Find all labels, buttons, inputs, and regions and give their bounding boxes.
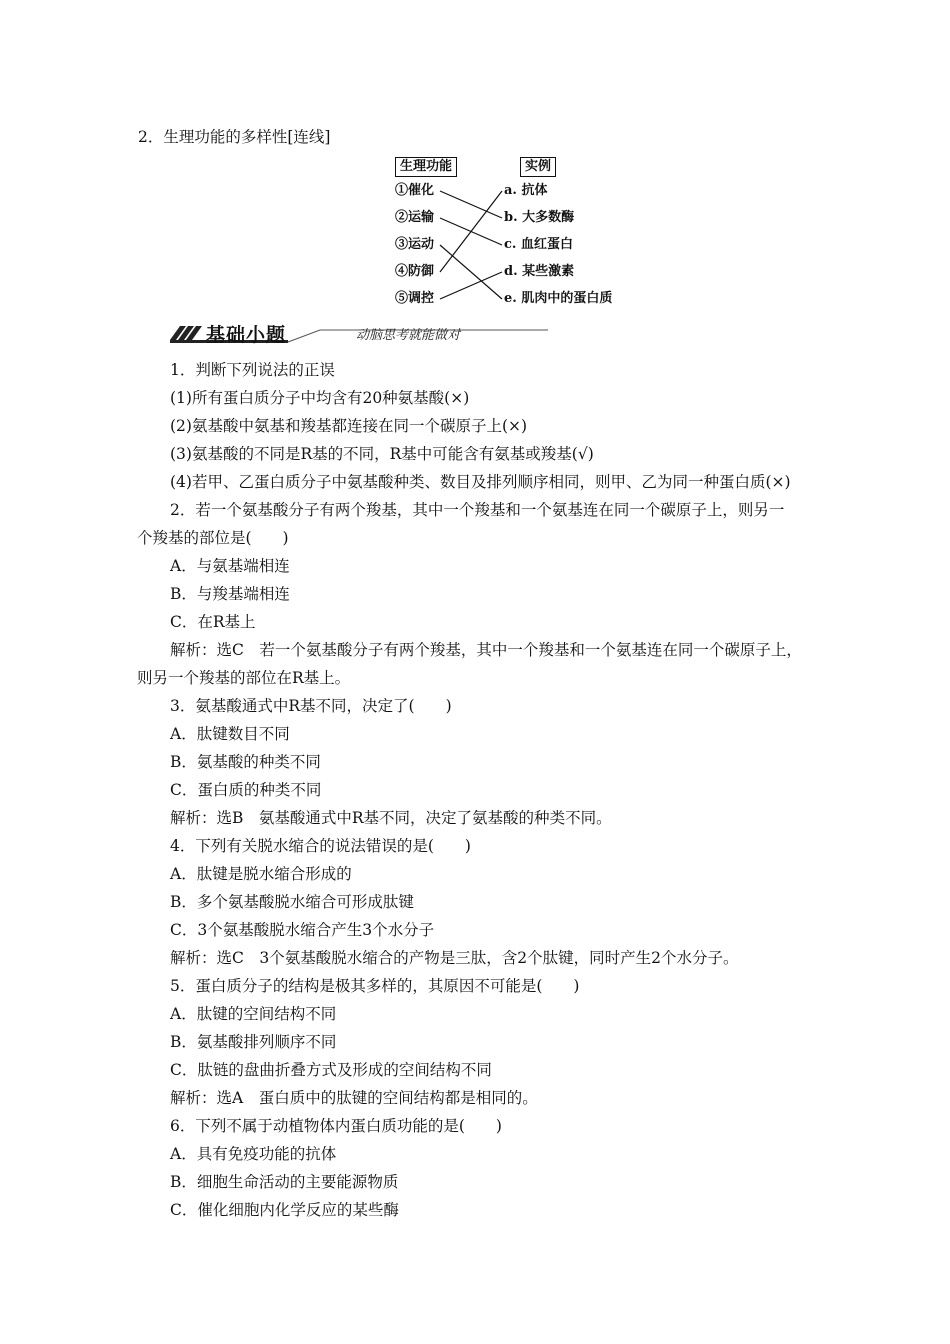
- text-line: B．与羧基端相连: [170, 585, 290, 603]
- right-item-d: d. 某些激素: [504, 264, 575, 279]
- text-line: B．氨基酸的种类不同: [170, 753, 321, 771]
- text-line: 解析：选C 若一个氨基酸分子有两个羧基，其中一个羧基和一个氨基连在同一个碳原子上，: [170, 641, 802, 659]
- left-item-1: ①催化: [395, 183, 435, 198]
- left-item-3: ③运动: [395, 237, 435, 252]
- right-item-a: a. 抗体: [504, 183, 548, 198]
- left-item-5: ⑤调控: [395, 291, 435, 306]
- text-line: 解析：选A 蛋白质中的肽键的空间结构都是相同的。: [170, 1089, 538, 1107]
- text-line: C．催化细胞内化学反应的某些酶: [170, 1201, 399, 1219]
- text-line: 2．若一个氨基酸分子有两个羧基，其中一个羧基和一个氨基连在同一个碳原子上，则另一: [170, 501, 785, 519]
- text-line: 则另一个羧基的部位在R基上。: [137, 669, 351, 687]
- line-motion-muscle: [440, 245, 502, 299]
- text-line: A．肽键数目不同: [170, 725, 290, 743]
- text-line: 个羧基的部位是( ): [137, 529, 289, 547]
- text-line: 6．下列不属于动植物体内蛋白质功能的是( ): [170, 1117, 502, 1135]
- text-line: A．肽键的空间结构不同: [170, 1005, 337, 1023]
- text-line: 4．下列有关脱水缩合的说法错误的是( ): [170, 837, 471, 855]
- text-line: 1．判断下列说法的正误: [170, 361, 335, 379]
- text-line: 解析：选C 3个氨基酸脱水缩合的产物是三肽，含2个肽键，同时产生2个水分子。: [170, 949, 739, 967]
- banner-title: 基础小题: [206, 324, 287, 346]
- text-line: C．在R基上: [170, 613, 256, 631]
- connector-lines: [392, 153, 622, 313]
- left-header: 生理功能: [395, 157, 457, 177]
- right-item-b: b. 大多数酶: [504, 210, 575, 225]
- line-defense-antibody: [440, 191, 502, 272]
- text-line: C．肽链的盘曲折叠方式及形成的空间结构不同: [170, 1061, 492, 1079]
- text-line: 解析：选B 氨基酸通式中R基不同，决定了氨基酸的种类不同。: [170, 809, 612, 827]
- left-item-4: ④防御: [395, 264, 435, 279]
- text-line: (4)若甲、乙蛋白质分子中氨基酸种类、数目及排列顺序相同，则甲、乙为同一种蛋白质(×): [170, 473, 791, 491]
- text-line: 3．氨基酸通式中R基不同，决定了( ): [170, 697, 452, 715]
- left-item-2: ②运输: [395, 210, 435, 225]
- text-line: C．3个氨基酸脱水缩合产生3个水分子: [170, 921, 435, 939]
- text-line: (2)氨基酸中氨基和羧基都连接在同一个碳原子上(×): [170, 417, 528, 435]
- text-line: 5．蛋白质分子的结构是极其多样的，其原因不可能是( ): [170, 977, 580, 995]
- banner-subtitle: 动脑思考就能做对: [356, 328, 461, 343]
- text-line: B．多个氨基酸脱水缩合可形成肽键: [170, 893, 414, 911]
- right-item-c: c. 血红蛋白: [504, 237, 573, 252]
- text-line: A．具有免疫功能的抗体: [170, 1145, 337, 1163]
- text-line: B．氨基酸排列顺序不同: [170, 1033, 337, 1051]
- text-line: C．蛋白质的种类不同: [170, 781, 322, 799]
- text-line: B．细胞生命活动的主要能源物质: [170, 1173, 399, 1191]
- section-banner: [170, 318, 550, 348]
- matching-diagram: [392, 153, 622, 313]
- section-title: 2．生理功能的多样性[连线]: [138, 128, 331, 146]
- right-item-e: e. 肌肉中的蛋白质: [504, 291, 613, 306]
- line-catalysis-enzyme: [440, 191, 502, 218]
- text-line: (3)氨基酸的不同是R基的不同，R基中可能含有氨基或羧基(√): [170, 445, 594, 463]
- text-line: A．与氨基端相连: [170, 557, 290, 575]
- text-line: A．肽键是脱水缩合形成的: [170, 865, 352, 883]
- line-regulation-hormone: [440, 272, 502, 299]
- right-header: 实例: [520, 157, 556, 177]
- text-line: (1)所有蛋白质分子中均含有20种氨基酸(×): [170, 389, 470, 407]
